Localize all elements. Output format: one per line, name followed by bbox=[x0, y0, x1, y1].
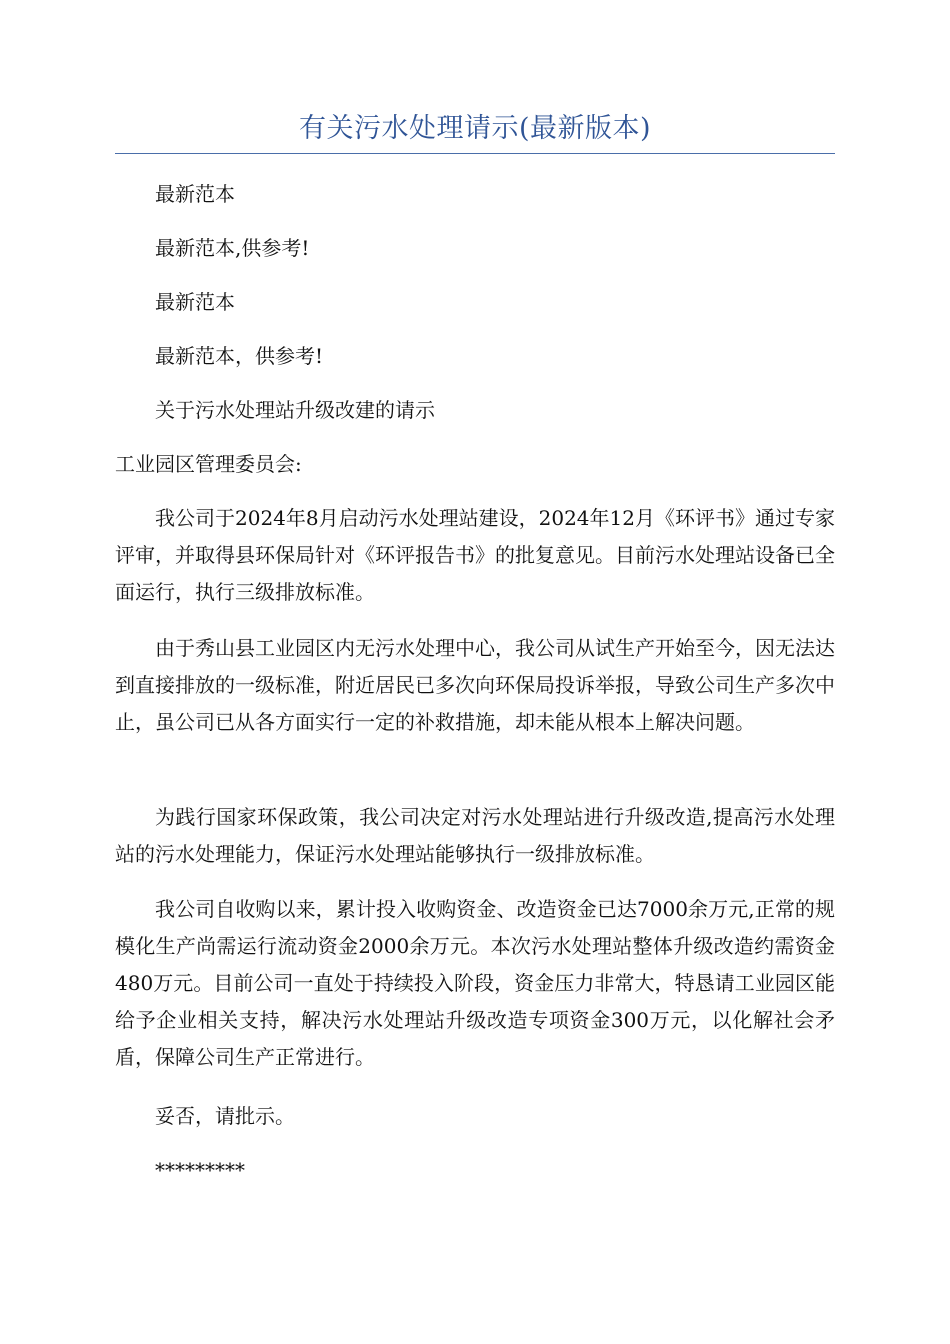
paragraph-background: 我公司于2024年8月启动污水处理站建设，2024年12月《环评书》通过专家评审，并取得县环保局针对《环评报告书》的批复意见。目前污水处理站设备已全面运行，执行三级排放标准。 bbox=[115, 506, 835, 604]
signature-placeholder: ********* bbox=[155, 1158, 245, 1182]
paragraph-3: 最新范本 bbox=[155, 290, 235, 314]
paragraph-closing: 妥否，请批示。 bbox=[155, 1104, 295, 1128]
paragraph-2: 最新范本,供参考! bbox=[155, 236, 310, 260]
paragraph-funding: 我公司自收购以来，累计投入收购资金、改造资金已达7000余万元,正常的规模化生产尚需运行流动资金2000余万元。本次污水处理站整体升级改造约需资金480万元。目前公司一直处于持续投入阶段，资金压力非常大，特恳请工业园区能给予企业相关支持，解决污水处理站升级改造专项资金300万元，以化解社会矛盾，保障公司生产正常进行。 bbox=[115, 897, 835, 1069]
paragraph-4: 最新范本，供参考! bbox=[155, 344, 324, 368]
page-title: 有关污水处理请示(最新版本) bbox=[298, 113, 652, 144]
addressee: 工业园区管理委员会: bbox=[115, 452, 302, 476]
title-divider bbox=[115, 153, 835, 154]
paragraph-decision: 为践行国家环保政策，我公司决定对污水处理站进行升级改造,提高污水处理站的污水处理能力，保证污水处理站能够执行一级排放标准。 bbox=[115, 805, 835, 866]
paragraph-problem: 由于秀山县工业园区内无污水处理中心，我公司从试生产开始至今，因无法达到直接排放的一级标准，附近居民已多次向环保局投诉举报，导致公司生产多次中止，虽公司已从各方面实行一定的补救措施，却未能从根本上解决问题。 bbox=[115, 636, 835, 734]
paragraph-1: 最新范本 bbox=[155, 182, 235, 206]
request-subject: 关于污水处理站升级改建的请示 bbox=[155, 398, 435, 422]
